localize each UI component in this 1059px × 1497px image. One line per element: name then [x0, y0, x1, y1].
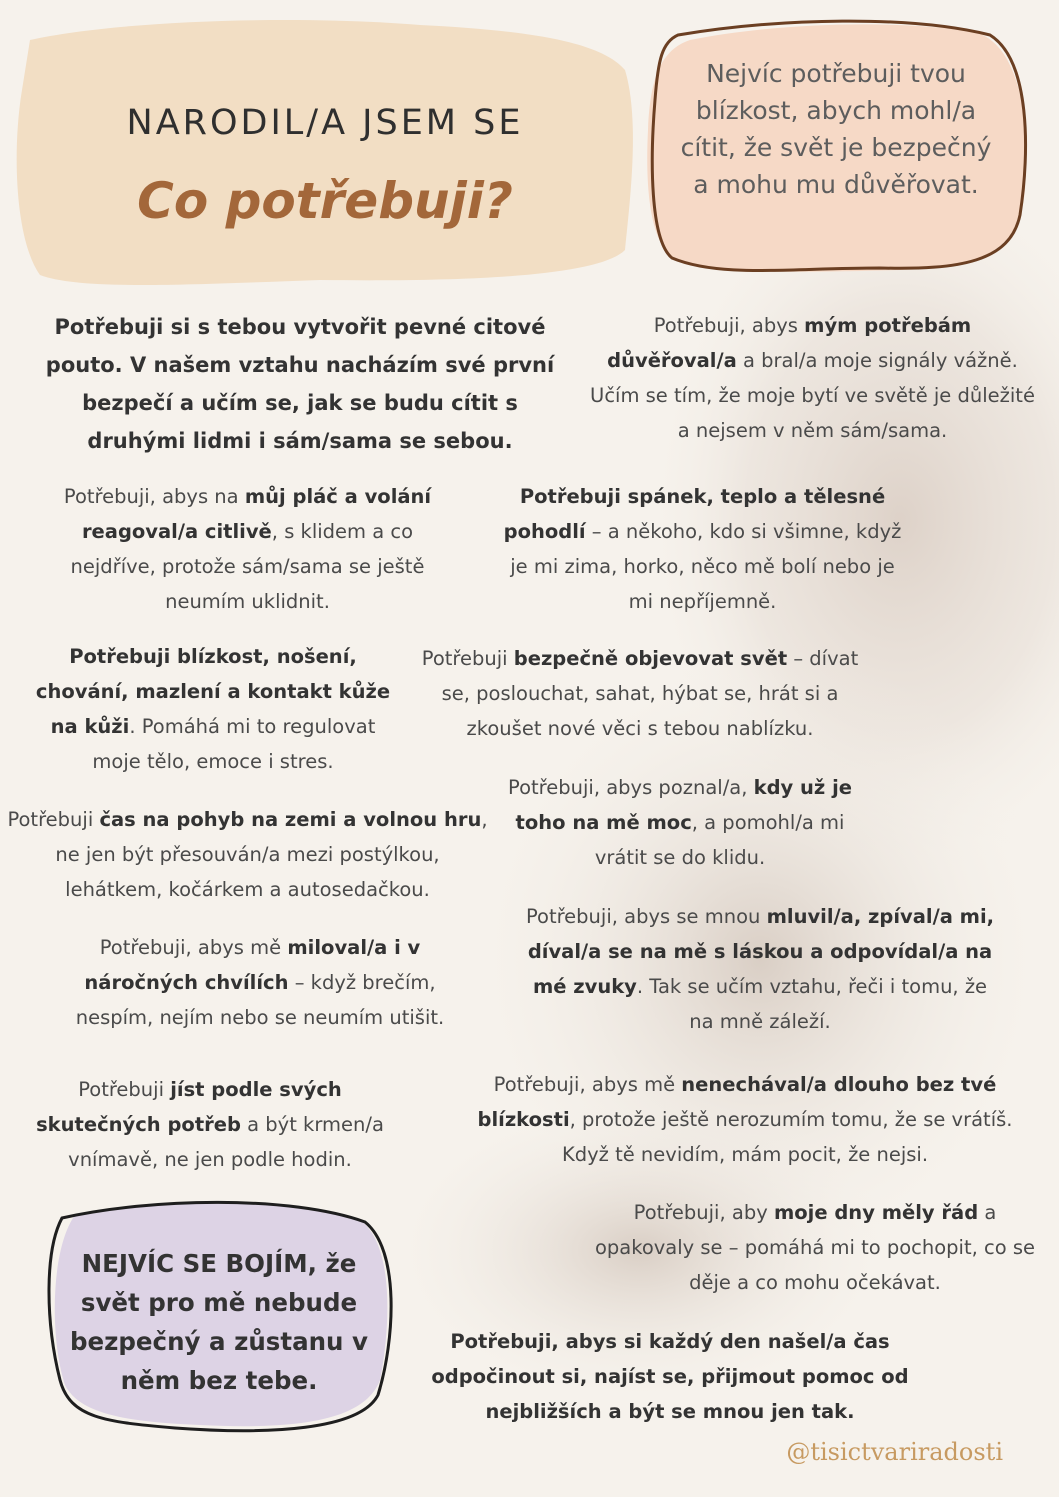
paragraph-talk-sing: Potřebuji, abys se mnou mluvil/a, zpíval/a mi, díval/a se na mě s láskou a odpovídal/a na mé zvuky. Tak se učím vztahu, řeči i tomu, že na mně záleží.	[525, 905, 995, 1033]
fear-callout-text	[68, 1244, 370, 1400]
paragraph-feeding: Potřebuji jíst podle svých skutečných potřeb a být krmen/a vnímavě, ne jen podle hodin.	[36, 1078, 384, 1171]
paragraph-closeness: Potřebuji blízkost, nošení, chování, mazlení a kontakt kůže na kůži. Pomáhá mi to regulovat moje tělo, emoce i stres.	[35, 645, 391, 773]
paragraph-attachment: Potřebuji si s tebou vytvořit pevné citové pouto. V našem vztahu nacházím své první bezpečí a učím se, jak se budu cítit s druhými lidmi i sám/sama se sebou.	[45, 315, 555, 453]
paragraph-explore: Potřebuji bezpečně objevovat svět – dívat se, poslouchat, sahat, hýbat se, hrát si a zkoušet nové věci s tebou nablízku.	[421, 647, 859, 740]
title-brush-stroke	[17, 20, 633, 285]
paragraph-free-movement: Potřebuji čas na pohyb na zemi a volnou hru, ne jen být přesouván/a mezi postýlkou, lehátkem, kočárkem a autosedačkou.	[7, 808, 488, 901]
fear-callout-bold: NEJVÍC SE BOJÍM,	[81, 1249, 317, 1278]
paragraph-crying-response: Potřebuji, abys na můj pláč a volání reagoval/a citlivě, s klidem a co nejdříve, protože sám/sama se ještě neumím uklidnit.	[63, 485, 432, 613]
paragraph-love-hard-times: Potřebuji, abys mě miloval/a i v náročných chvílích – když brečím, nespím, nejím nebo se neumím utišit.	[75, 936, 445, 1029]
fear-callout-rest: že svět pro mě nebude bezpečný a zůstanu v něm bez tebe.	[69, 1249, 368, 1395]
paragraph-sleep-comfort: Potřebuji spánek, teplo a tělesné pohodlí – a někoho, kdo si všimne, když je mi zima, horko, něco mě bolí nebo je mi nepříjemně.	[503, 485, 902, 613]
paragraph-separation: Potřebuji, abys mě nenechával/a dlouho bez tvé blízkosti, protože ještě nerozumím tomu, že se vrátíš. Když tě nevidím, mám pocit, že nejsi.	[477, 1073, 1013, 1166]
top-callout-text: Nejvíc potřebuji tvou blízkost, abych mohl/a cítit, že svět je bezpečný a mohu mu důvěřovat.	[680, 59, 992, 199]
paragraph-overwhelm: Potřebuji, abys poznal/a, kdy už je toho na mě moc, a pomohl/a mi vrátit se do klidu.	[508, 776, 852, 869]
page-title: Co potřebuji?	[137, 172, 513, 230]
paragraph-trust-needs: Potřebuji, abys mým potřebám důvěřoval/a a bral/a moje signály vážně. Učím se tím, že moje bytí ve světě je důležité a nejsem v něm sám/sama.	[590, 314, 1035, 442]
paragraph-routine: Potřebuji, aby moje dny měly řád a opakovaly se – pomáhá mi to pochopit, co se děje a co mohu očekávat.	[594, 1201, 1036, 1294]
social-handle: @tisictvariradosti	[786, 1438, 1003, 1466]
page-subtitle: NARODIL/A JSEM SE	[126, 103, 524, 143]
paragraph-parent-rest: Potřebuji, abys si každý den našel/a čas odpočinout si, najíst se, přijmout pomoc od nejbližších a být se mnou jen tak.	[431, 1330, 909, 1423]
